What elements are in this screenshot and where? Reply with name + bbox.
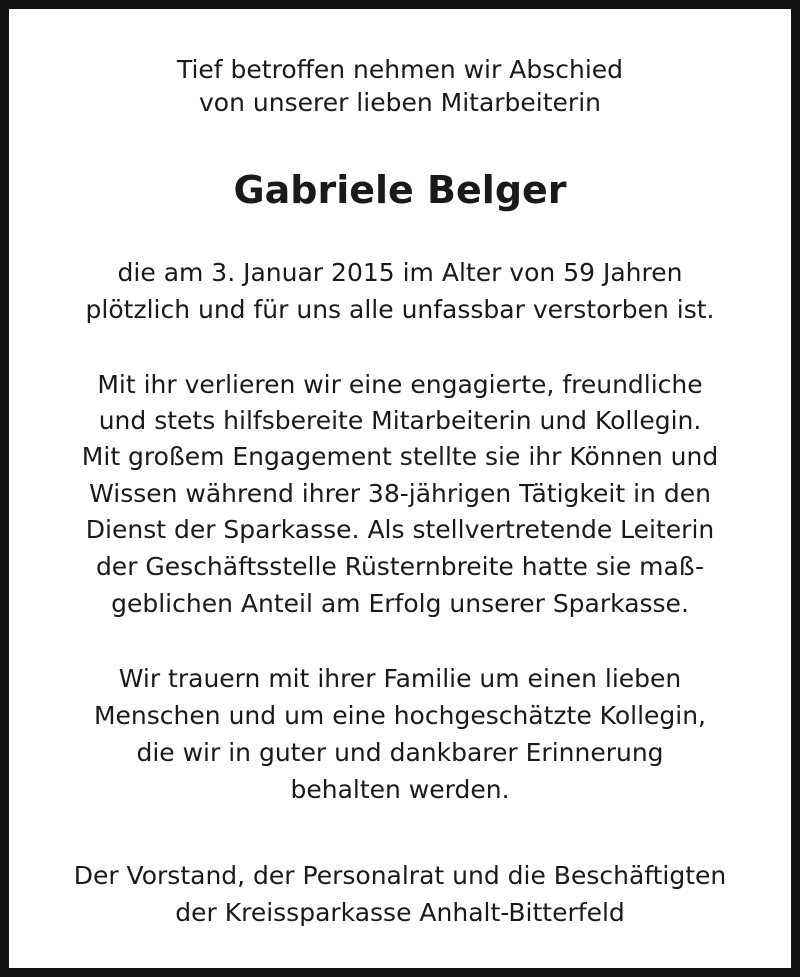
signature-line: Der Vorstand, der Personalrat und die Beschäftigten [73, 861, 727, 890]
death-notice-line: die am 3. Januar 2015 im Alter von 59 Jahren [117, 258, 683, 287]
deceased-name: Gabriele Belger [233, 168, 567, 212]
mourning-line: die wir in guter und dankbarer Erinnerung [136, 738, 664, 767]
mourning-line: Menschen und um eine hochgeschätzte Kollegin, [93, 701, 707, 730]
tribute-line: Mit ihr verlieren wir eine engagierte, freundliche [97, 370, 703, 399]
tribute-line: Mit großem Engagement stellte sie ihr Können und [81, 442, 719, 471]
mourning-line: Wir trauern mit ihrer Familie um einen lieben [118, 664, 682, 693]
tribute-line: der Geschäftsstelle Rüsternbreite hatte sie maß- [95, 552, 705, 581]
intro-line: Tief betroffen nehmen wir Abschied [176, 55, 624, 84]
tribute-line: und stets hilfsbereite Mitarbeiterin und Kollegin. [98, 406, 702, 435]
tribute-line: geblichen Anteil am Erfolg unserer Sparkasse. [111, 589, 689, 618]
intro-line: von unserer lieben Mitarbeiterin [199, 88, 601, 117]
signature-line: der Kreissparkasse Anhalt-Bitterfeld [175, 898, 625, 927]
tribute-line: Wissen während ihrer 38-jährigen Tätigkeit in den [89, 479, 711, 508]
death-notice-line: plötzlich und für uns alle unfassbar verstorben ist. [85, 295, 715, 324]
mourning-line: behalten werden. [290, 775, 510, 804]
tribute-line: Dienst der Sparkasse. Als stellvertretende Leiterin [85, 515, 715, 544]
